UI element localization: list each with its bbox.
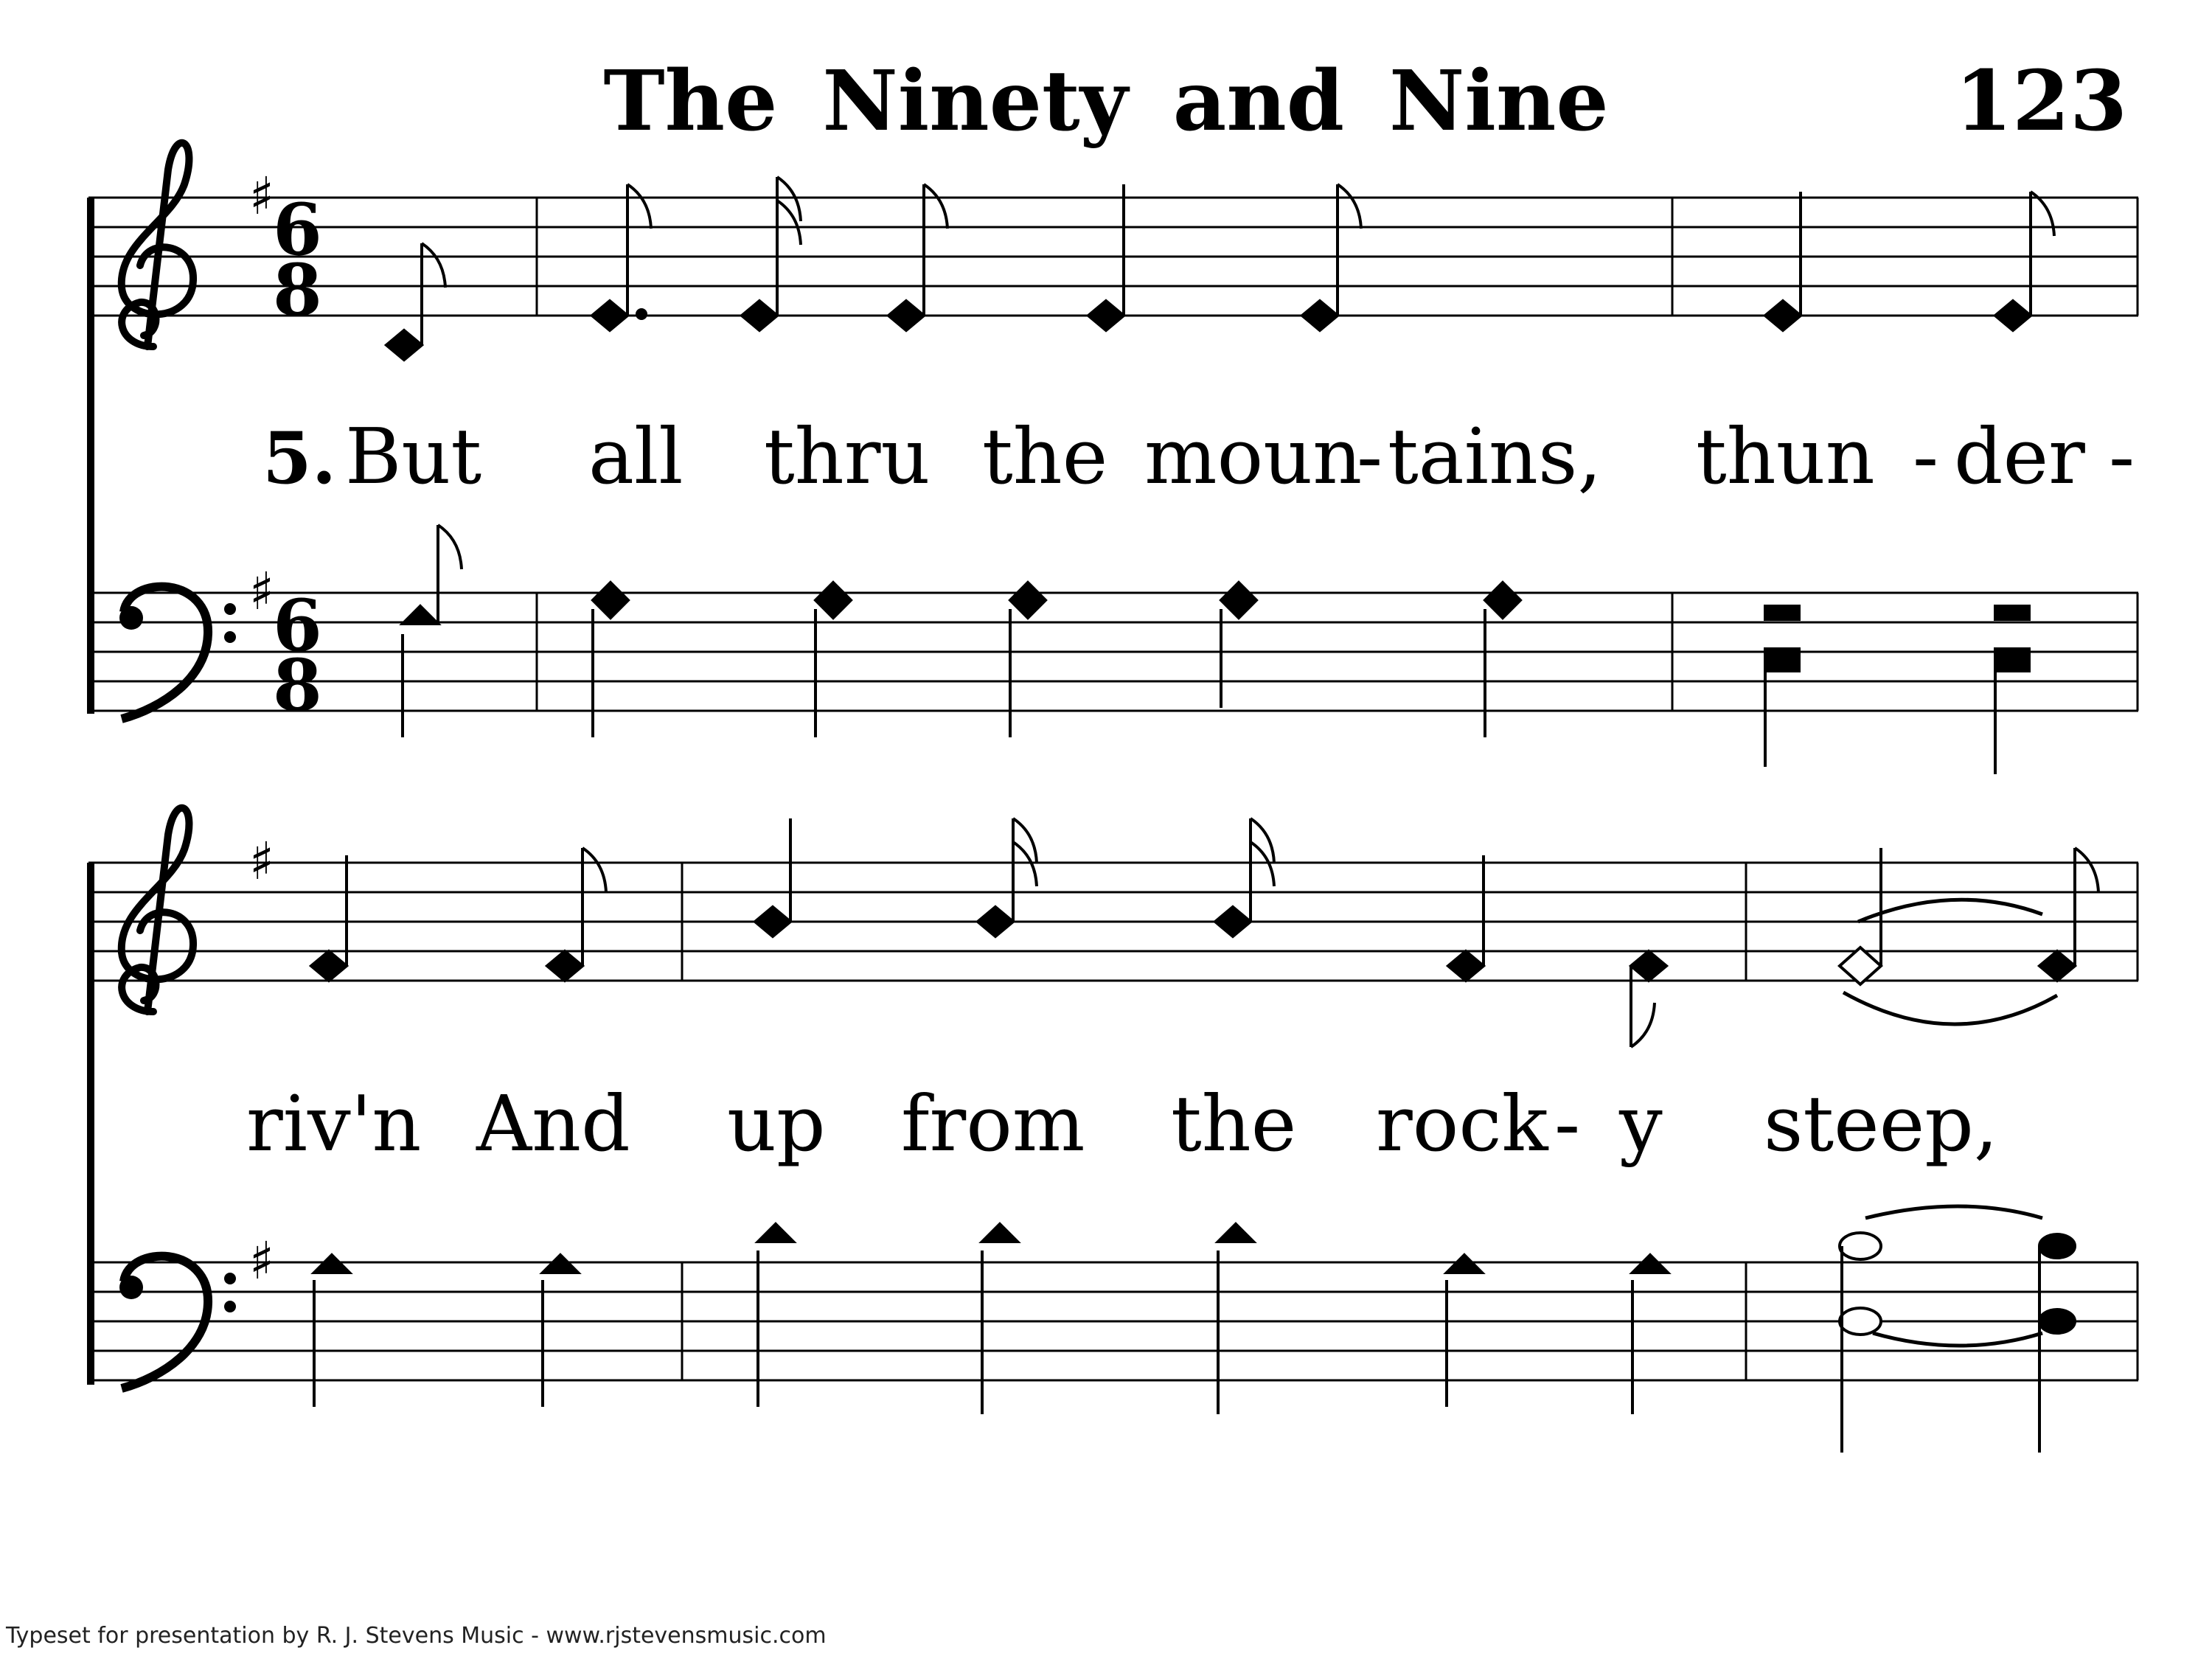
svg-text:moun: moun [1144,411,1363,501]
hymn-number: 123 [1955,53,2127,150]
svg-text:But: But [345,411,482,501]
treble-notes-2 [311,818,2098,1047]
svg-text:der: der [1954,411,2085,501]
svg-text:the: the [1171,1079,1297,1169]
svg-text:thru: thru [764,411,931,501]
system-bracket-1 [87,198,94,714]
svg-text:tains,: tains, [1388,411,1602,501]
sharp-icon: ♯ [249,831,274,891]
svg-text:-: - [2109,411,2135,501]
svg-text:6: 6 [273,188,322,271]
treble-staff-1 [88,198,2138,316]
bass-notes-1 [403,525,2029,774]
svg-text:up: up [727,1079,826,1169]
sharp-icon: ♯ [249,166,274,226]
hymn-title: The Ninety and Nine [603,53,1609,150]
svg-text:-: - [1913,411,1939,501]
svg-text:6: 6 [273,584,322,667]
svg-text:8: 8 [273,248,322,332]
system-bracket-2 [87,863,94,1385]
treble-notes-1 [386,177,2054,360]
svg-text:-: - [1554,1079,1581,1169]
system-1 [87,143,2138,774]
sharp-icon: ♯ [249,1231,274,1291]
system-2 [87,808,2138,1453]
svg-text:-: - [1357,411,1383,501]
bass-staff-1 [88,593,2138,711]
svg-text:thun: thun [1696,411,1875,501]
svg-text:all: all [588,411,684,501]
footer-credit: Typeset for presentation by R. J. Stevens Music - www.rjstevensmusic.com [6,1623,827,1649]
svg-text:the: the [982,411,1108,501]
svg-text:rock: rock [1376,1079,1548,1169]
svg-text:5.: 5. [262,417,337,500]
sharp-icon: ♯ [249,561,274,622]
bass-notes-2 [314,1206,2075,1453]
svg-text:riv'n: riv'n [246,1079,422,1169]
lyrics-line-2 [246,1079,1998,1169]
svg-text:8: 8 [273,644,322,727]
svg-text:steep,: steep, [1764,1079,1998,1169]
svg-text:y: y [1619,1079,1663,1169]
svg-text:And: And [476,1079,630,1169]
bass-staff-2 [88,1262,2138,1380]
lyrics-line-1 [262,411,2135,501]
treble-staff-2 [88,863,2138,981]
svg-text:from: from [901,1079,1085,1169]
